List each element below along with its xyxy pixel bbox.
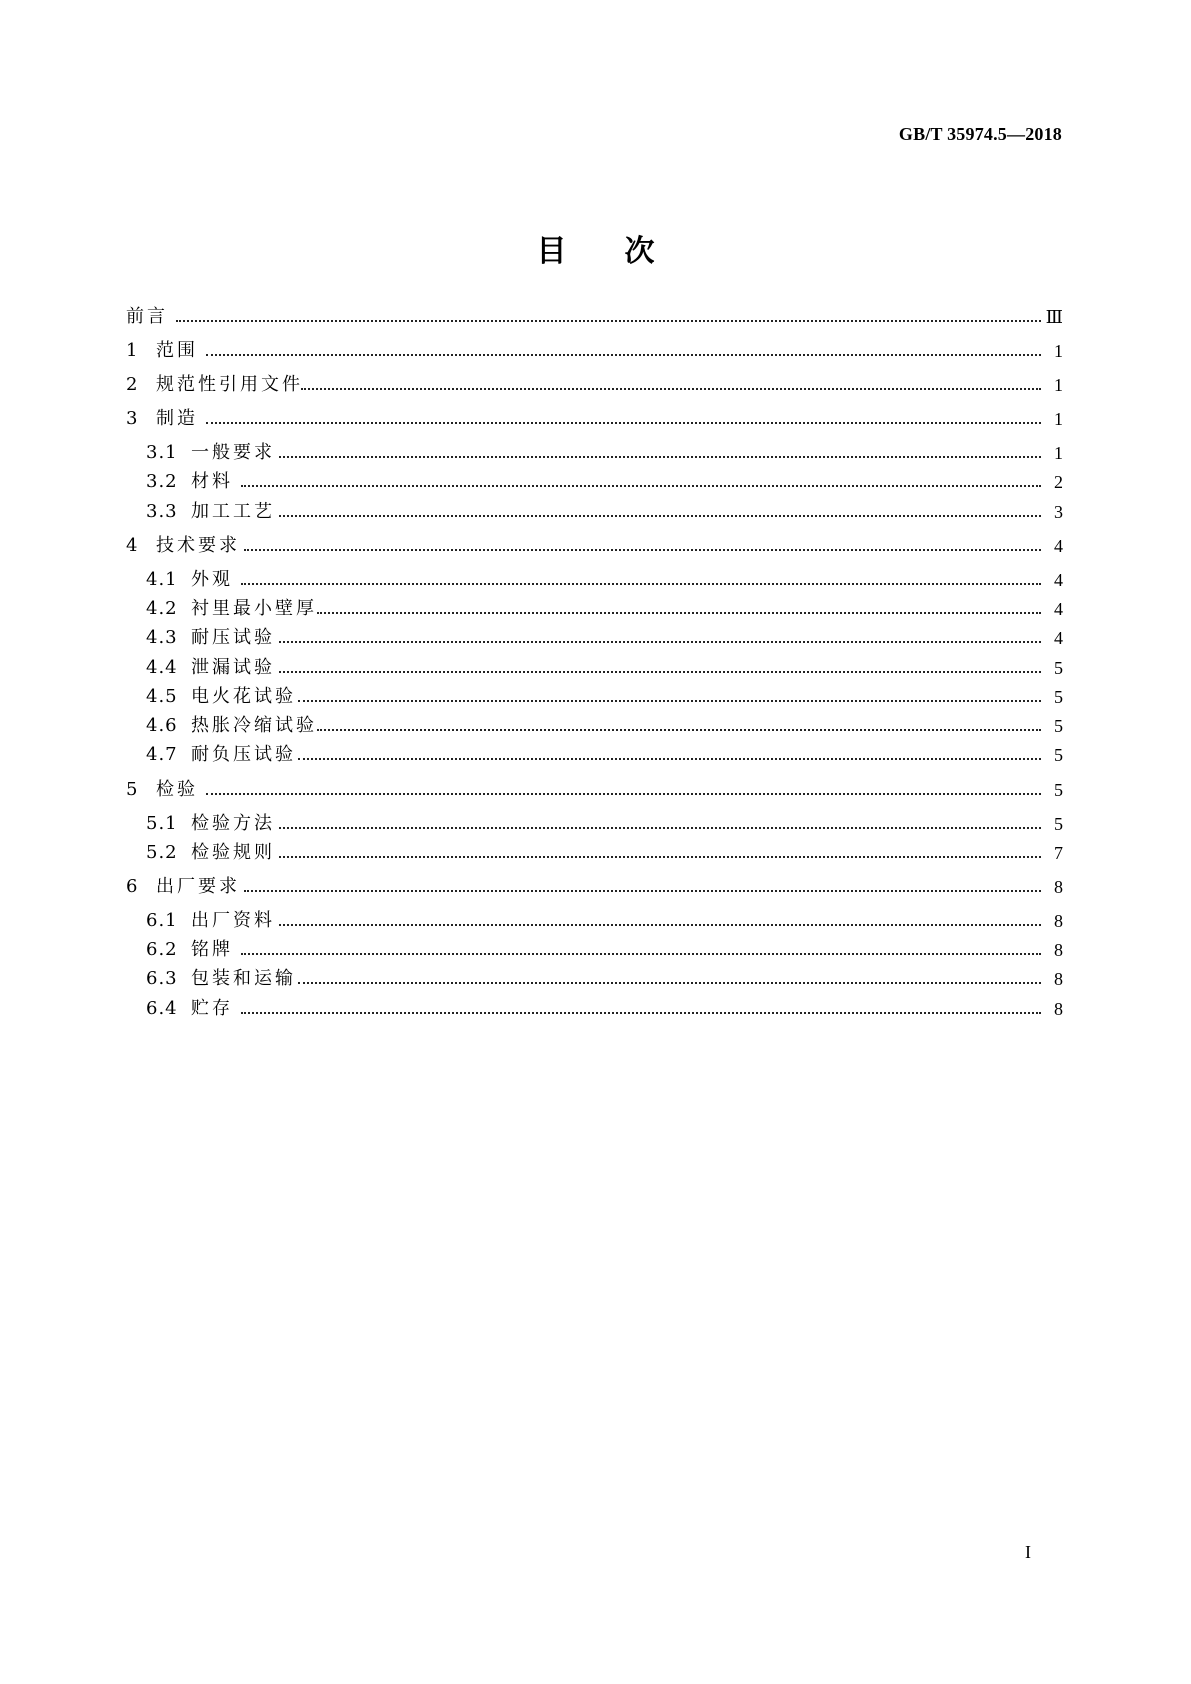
toc-entry-number: 4 <box>126 535 139 556</box>
toc-entry-number: 4.4 <box>146 657 178 678</box>
toc-entry-number: 3 <box>126 408 139 429</box>
toc-entry[interactable] <box>0 994 1191 1024</box>
toc-entry-label: 耐负压试验 <box>191 744 296 765</box>
toc-entry[interactable] <box>0 531 1191 561</box>
toc-dot-leader <box>176 320 1041 322</box>
toc-entry-label: 包装和运输 <box>191 968 296 989</box>
toc-entry-label: 前言 <box>126 306 168 327</box>
toc-entry[interactable] <box>0 740 1191 770</box>
toc-entry[interactable] <box>0 497 1191 527</box>
toc-entry-page: 8 <box>1054 911 1063 931</box>
toc-entry-page: 8 <box>1054 940 1063 960</box>
toc-entry-page: 8 <box>1054 877 1063 897</box>
toc-entry-label: 制造 <box>156 408 198 429</box>
toc-entry-label: 热胀冷缩试验 <box>191 715 317 736</box>
toc-entry-number: 6 <box>126 876 139 897</box>
toc-entry-page: 5 <box>1054 814 1063 834</box>
toc-entry[interactable] <box>0 838 1191 868</box>
toc-dot-leader <box>279 924 1041 926</box>
toc-dot-leader <box>279 456 1041 458</box>
toc-dot-leader <box>279 671 1041 673</box>
toc-dot-leader <box>317 729 1041 731</box>
toc-entry[interactable] <box>0 711 1191 741</box>
toc-entry-page: 1 <box>1054 375 1063 395</box>
toc-dot-leader <box>241 953 1041 955</box>
toc-entry-number: 4.1 <box>146 569 178 590</box>
toc-entry-number: 4.2 <box>146 598 178 619</box>
toc-entry[interactable] <box>0 336 1191 366</box>
toc-dot-leader <box>206 354 1041 356</box>
toc-entry-number: 4.5 <box>146 686 178 707</box>
toc-dot-leader <box>206 793 1041 795</box>
toc-entry-page: 1 <box>1054 341 1063 361</box>
toc-entry-page: 7 <box>1054 843 1063 863</box>
toc-entry-number: 1 <box>126 340 139 361</box>
toc-entry-label: 衬里最小壁厚 <box>191 598 317 619</box>
toc-entry-label: 规范性引用文件 <box>156 374 303 395</box>
toc-dot-leader <box>206 422 1041 424</box>
toc-entry[interactable] <box>0 467 1191 497</box>
toc-entry-page: 8 <box>1054 969 1063 989</box>
toc-dot-leader <box>241 485 1041 487</box>
toc-entry-page: 5 <box>1054 745 1063 765</box>
toc-entry-label: 范围 <box>156 340 198 361</box>
toc-entry[interactable] <box>0 623 1191 653</box>
toc-entry-page: 2 <box>1054 472 1063 492</box>
toc-entry-label: 检验 <box>156 779 198 800</box>
toc-entry-label: 外观 <box>191 569 233 590</box>
toc-entry-page: 5 <box>1054 687 1063 707</box>
toc-dot-leader <box>241 583 1041 585</box>
toc-entry-number: 5 <box>126 779 139 800</box>
toc-dot-leader <box>279 856 1041 858</box>
page-title: 目次 <box>536 234 713 269</box>
toc-dot-leader <box>279 515 1041 517</box>
toc-entry-label: 出厂要求 <box>156 876 240 897</box>
toc-entry-number: 6.4 <box>146 998 178 1019</box>
toc-entry-page: 1 <box>1054 409 1063 429</box>
toc-entry-page: 8 <box>1054 999 1063 1019</box>
toc-entry[interactable] <box>0 906 1191 936</box>
toc-dot-leader <box>241 1012 1041 1014</box>
toc-entry-label: 技术要求 <box>156 535 240 556</box>
toc-entry-page: 4 <box>1054 570 1063 590</box>
toc-entry-label: 耐压试验 <box>191 627 275 648</box>
toc-entry-label: 铭牌 <box>191 939 233 960</box>
toc-entry[interactable] <box>0 438 1191 468</box>
toc-entry-label: 泄漏试验 <box>191 657 275 678</box>
toc-entry[interactable] <box>0 653 1191 683</box>
toc-entry-number: 6.2 <box>146 939 178 960</box>
toc-dot-leader <box>301 388 1041 390</box>
standard-code: GB/T 35974.5—2018 <box>898 124 1062 144</box>
toc-entry-page: 5 <box>1054 780 1063 800</box>
toc-entry-page: 4 <box>1054 536 1063 556</box>
toc-entry-label: 贮存 <box>191 998 233 1019</box>
toc-entry-number: 2 <box>126 374 139 395</box>
toc-entry-label: 电火花试验 <box>191 686 296 707</box>
toc-dot-leader <box>279 641 1041 643</box>
toc-entry-page: 3 <box>1054 502 1063 522</box>
toc-entry-number: 4.7 <box>146 744 178 765</box>
toc-entry[interactable] <box>0 404 1191 434</box>
toc-dot-leader <box>317 612 1041 614</box>
toc-entry[interactable] <box>0 302 1191 332</box>
toc-entry-label: 出厂资料 <box>191 910 275 931</box>
toc-entry-label: 检验方法 <box>191 813 275 834</box>
toc-dot-leader <box>298 982 1041 984</box>
toc-entry[interactable] <box>0 809 1191 839</box>
toc-entry[interactable] <box>0 964 1191 994</box>
toc-entry-page: 4 <box>1054 628 1063 648</box>
page-number: I <box>1025 1542 1031 1562</box>
toc-entry-number: 4.3 <box>146 627 178 648</box>
toc-dot-leader <box>279 827 1041 829</box>
toc-entry[interactable] <box>0 872 1191 902</box>
toc-entry[interactable] <box>0 565 1191 595</box>
toc-entry[interactable] <box>0 935 1191 965</box>
toc-entry-number: 3.1 <box>146 442 178 463</box>
toc-entry-page: 5 <box>1054 716 1063 736</box>
toc-entry-number: 4.6 <box>146 715 178 736</box>
toc-entry-number: 3.3 <box>146 501 178 522</box>
toc-entry[interactable] <box>0 775 1191 805</box>
toc-dot-leader <box>244 549 1041 551</box>
toc-entry-page: 5 <box>1054 658 1063 678</box>
toc-entry[interactable] <box>0 682 1191 712</box>
toc-entry[interactable] <box>0 594 1191 624</box>
toc-entry-number: 5.2 <box>146 842 178 863</box>
toc-entry-page: Ⅲ <box>1045 307 1063 327</box>
toc-entry-number: 5.1 <box>146 813 178 834</box>
toc-entry-label: 加工工艺 <box>191 501 275 522</box>
toc-entry-number: 6.3 <box>146 968 178 989</box>
toc-entry-label: 一般要求 <box>191 442 275 463</box>
toc-dot-leader <box>244 890 1041 892</box>
toc-dot-leader <box>298 758 1041 760</box>
toc-entry-number: 6.1 <box>146 910 178 931</box>
toc-entry-page: 4 <box>1054 599 1063 619</box>
toc-entry[interactable] <box>0 370 1191 400</box>
toc-entry-label: 检验规则 <box>191 842 275 863</box>
toc-entry-page: 1 <box>1054 443 1063 463</box>
toc-entry-label: 材料 <box>191 471 233 492</box>
toc-dot-leader <box>298 700 1041 702</box>
toc-entry-number: 3.2 <box>146 471 178 492</box>
